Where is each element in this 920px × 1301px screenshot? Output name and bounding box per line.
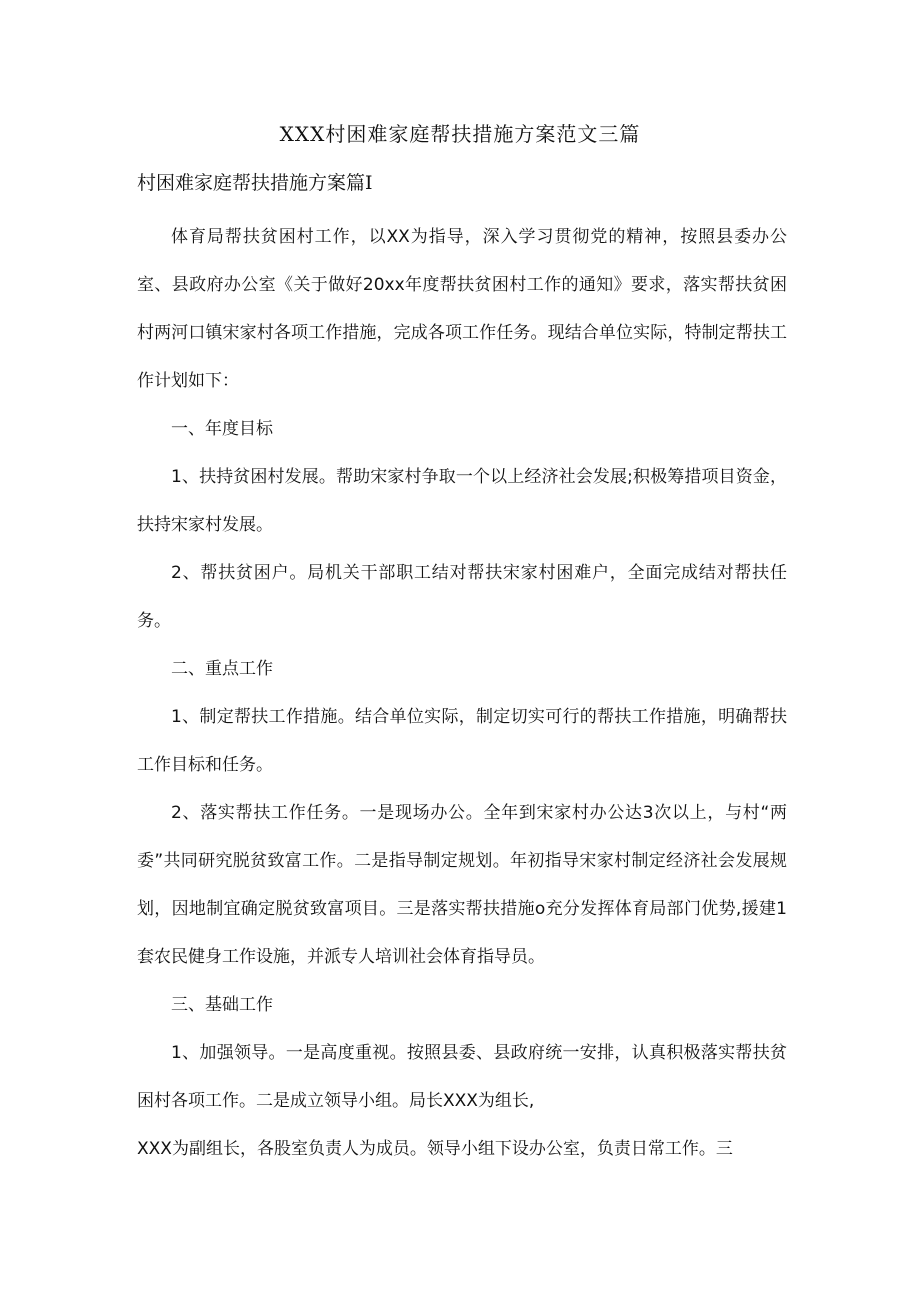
paragraph-basic-work-1: 1、加强领导。一是高度重视。按照县委、县政府统一安排，认真积极落实帮扶贫困村各项工作。二是成立领导小组。局长XXX为组长, (137, 1043, 787, 1111)
paragraph-key-work-1: 1、制定帮扶工作措施。结合单位实际，制定切实可行的帮扶工作措施，明确帮扶工作目标和任务。 (137, 707, 787, 775)
document-body (137, 213, 787, 1173)
paragraph-intro: 体育局帮扶贫困村工作，以XX为指导，深入学习贯彻党的精神，按照县委办公室、县政府办公室《关于做好20xx年度帮扶贫困村工作的通知》要求，落实帮扶贫困村两河口镇宋家村各项工作措施，完成各项工作任务。现结合单位实际，特制定帮扶工作计划如下： (137, 227, 787, 391)
paragraph-key-work-2: 2、落实帮扶工作任务。一是现场办公。全年到宋家村办公达3次以上，与村“两委”共同研究脱贫致富工作。二是指导制定规划。年初指导宋家村制定经济社会发展规划，因地制宜确定脱贫致富项目。三是落实帮扶措施o充分发挥体育局部门优势,援建1套农民健身工作设施，并派专人培训社会体育指导员。 (137, 803, 787, 967)
document-title: XXX村困难家庭帮扶措施方案范文三篇 (279, 122, 641, 146)
paragraph-basic-work-1-continued: XXX为副组长，各股室负责人为成员。领导小组下设办公室，负责日常工作。三 (137, 1139, 733, 1159)
heading-key-work: 二、重点工作 (171, 659, 273, 679)
paragraph-goal-2: 2、帮扶贫困户。局机关干部职工结对帮扶宋家村困难户，全面完成结对帮扶任务。 (137, 563, 787, 631)
paragraph-goal-1: 1、扶持贫困村发展。帮助宋家村争取一个以上经济社会发展;积极筹措项目资金，扶持宋家村发展。 (137, 467, 787, 535)
section-heading: 村困难家庭帮扶措施方案篇Ⅰ (137, 172, 373, 194)
heading-annual-goals: 一、年度目标 (171, 419, 273, 439)
heading-basic-work: 三、基础工作 (171, 995, 273, 1015)
